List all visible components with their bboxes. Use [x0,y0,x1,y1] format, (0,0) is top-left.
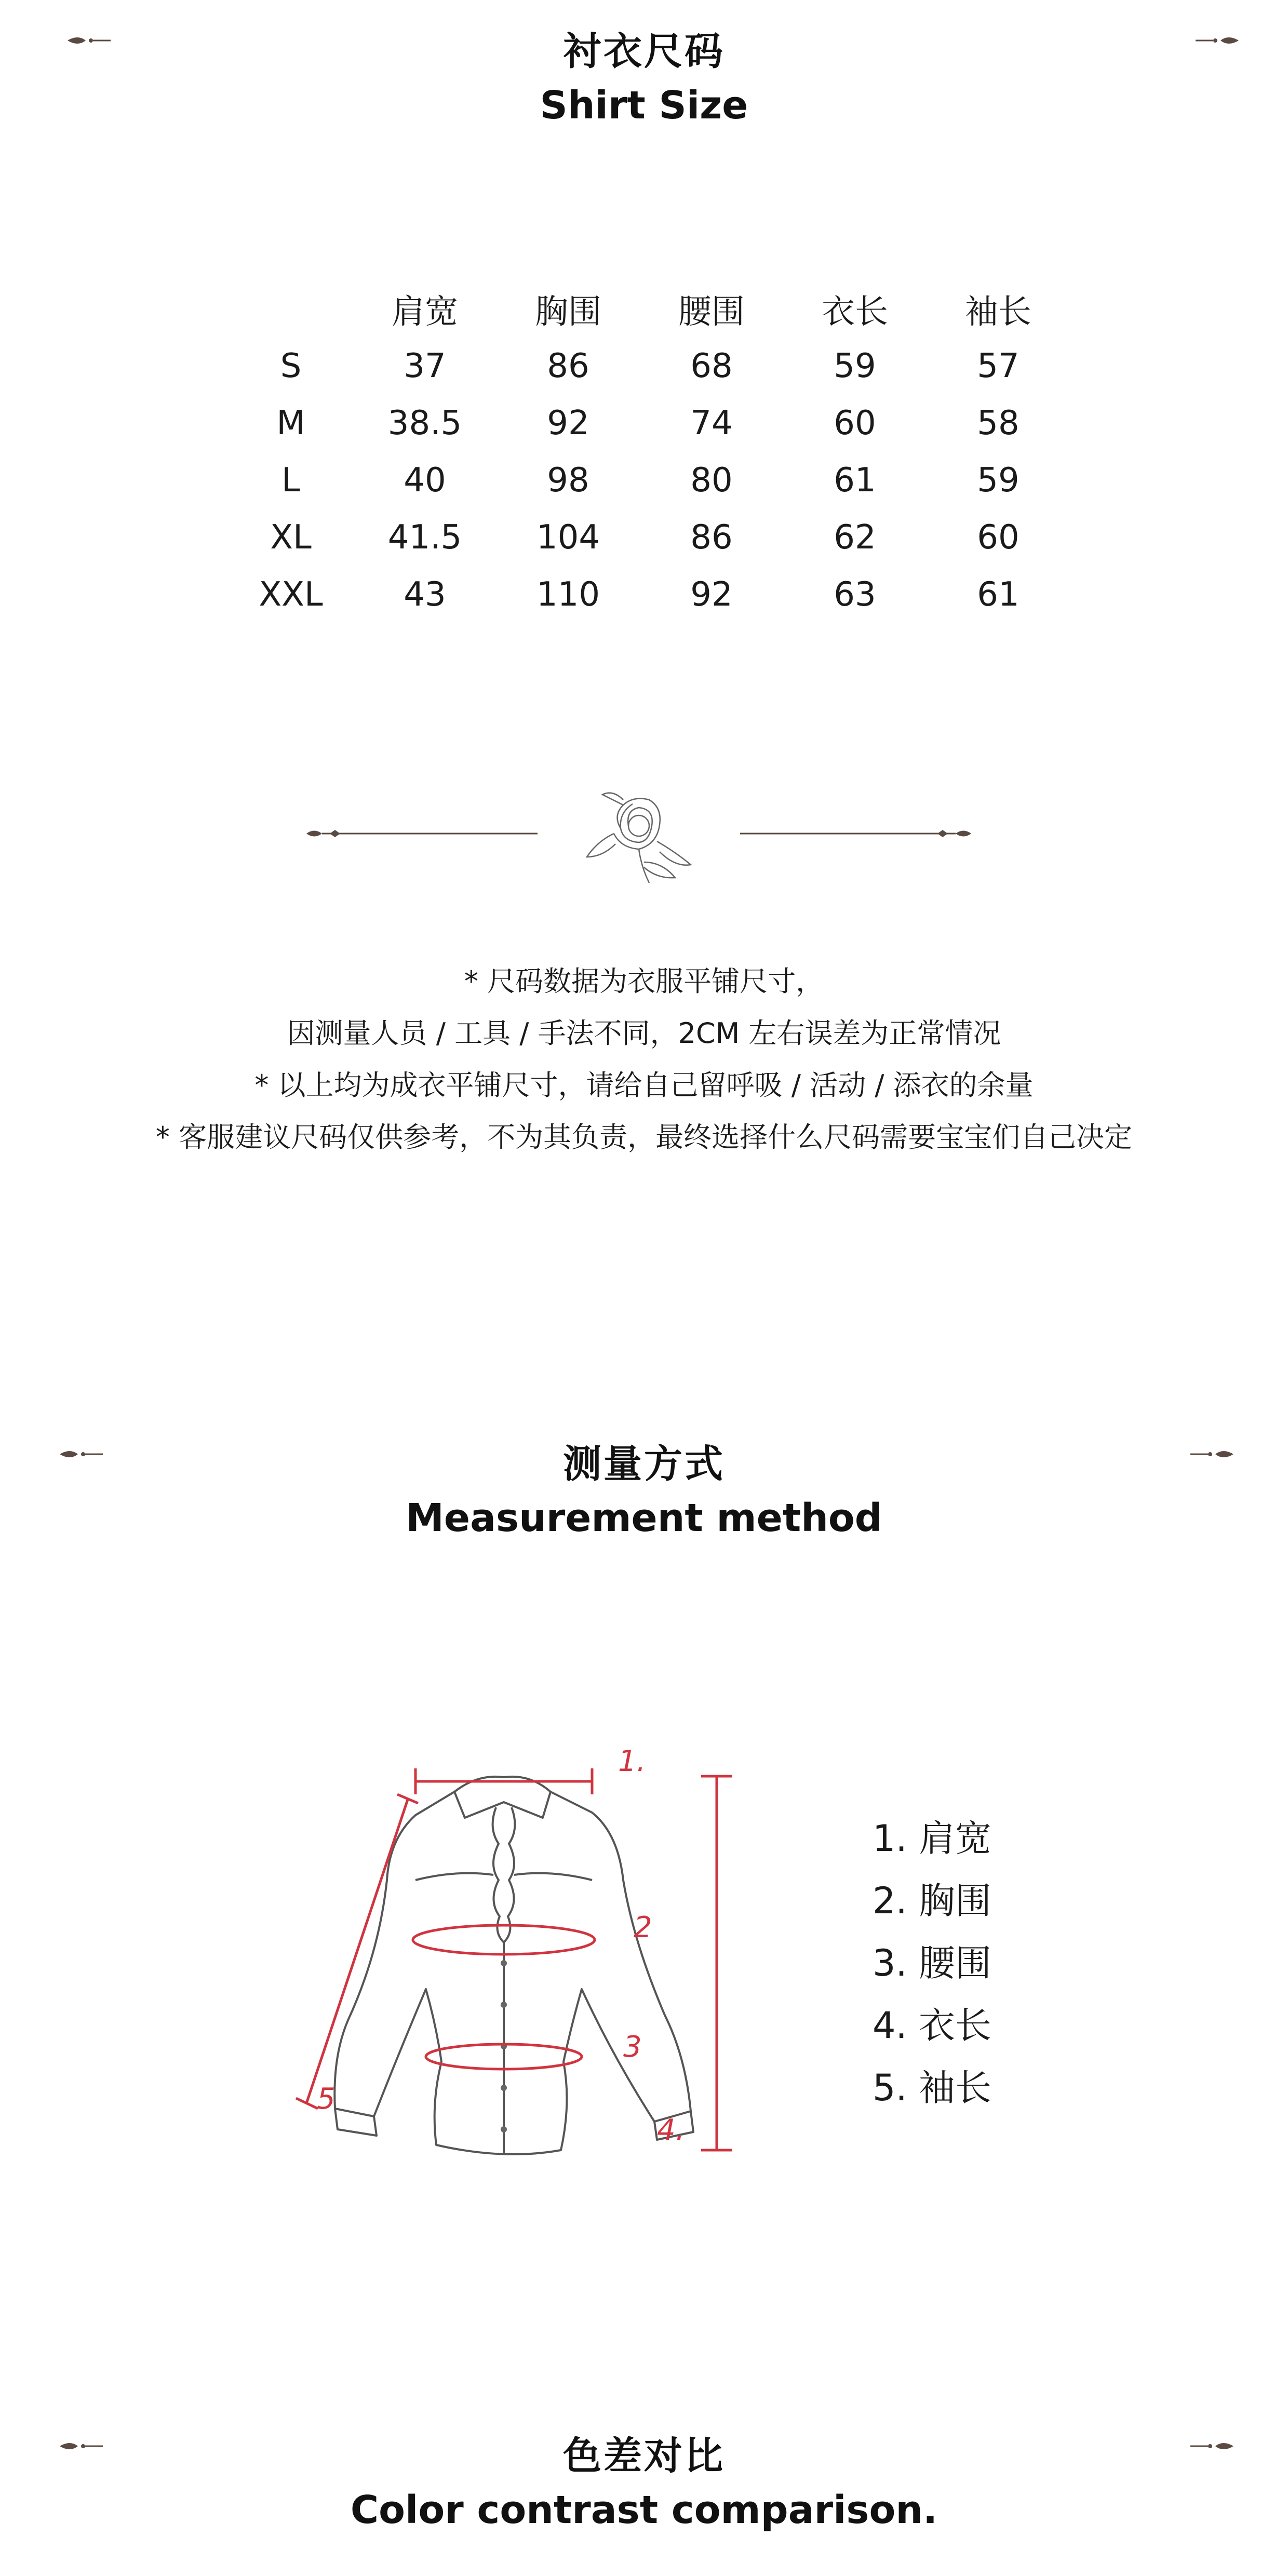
divider-line-right [737,821,976,847]
shirt-measurement-diagram [260,1745,779,2171]
size-table [229,280,1070,623]
measure-title-en: Measurement method [406,1496,882,1540]
table-row [229,566,1070,623]
table-cell: 60 [977,518,1019,557]
size-label: L [281,461,300,500]
table-header-row [229,280,1070,338]
color-title-cn: 色差对比 [563,2434,725,2478]
size-title-en: Shirt Size [540,83,748,128]
table-cell: 40 [404,461,446,500]
table-cell: 104 [536,518,600,557]
table-header-cell: 衣长 [822,293,888,331]
table-row [229,452,1070,509]
size-label: XXL [259,575,323,614]
table-cell: 58 [977,404,1019,442]
table-cell: 92 [547,404,589,442]
shirt-button [501,1960,507,1966]
table-cell: 43 [404,575,446,614]
diagram-label-1: 1. [618,1745,646,1778]
note-line: * 尺码数据为衣服平铺尺寸， [464,965,824,998]
rose-icon [571,784,706,888]
measure-title-cn: 测量方式 [563,1442,725,1486]
size-label: S [280,347,302,385]
table-header-cell: 腰围 [678,293,745,331]
table-cell: 68 [690,347,733,385]
diagram-label-2: 2 [634,1911,652,1944]
shirt-button [501,2126,507,2132]
table-cell: 63 [834,575,876,614]
table-row [229,509,1070,566]
table-header-cell: 肩宽 [392,293,458,331]
table-row [229,395,1070,452]
table-cell: 86 [690,518,733,557]
legend-item: 4. 衣长 [873,2004,992,2047]
shirt-button [501,2002,507,2008]
legend-item: 2. 胸围 [873,1880,992,1922]
table-cell: 98 [547,461,589,500]
size-notes [0,956,1288,1163]
legend-item: 3. 腰围 [873,1942,992,1984]
size-label: XL [270,518,312,557]
note-line: 因测量人员 / 工具 / 手法不同，2CM 左右误差为正常情况 [287,1017,1001,1050]
table-cell: 61 [834,461,876,500]
divider-line-left [301,821,540,847]
size-title-cn: 衬衣尺码 [563,29,725,74]
table-cell: 86 [547,347,589,385]
shirt-ruffle [493,1807,515,1942]
size-label: M [276,404,305,442]
table-header-cell [229,280,353,338]
shirt-body [334,1792,691,2154]
table-cell: 59 [834,347,876,385]
diagram-label-5: 5 [317,2082,336,2116]
color-title-en: Color contrast comparison. [350,2488,938,2532]
table-cell: 61 [977,575,1019,614]
table-cell: 62 [834,518,876,557]
table-cell: 38.5 [387,404,462,442]
diagram-label-3: 3 [623,2030,642,2064]
legend-item: 1. 肩宽 [873,1817,992,1860]
table-header-cell: 胸围 [535,293,601,331]
table-cell: 37 [404,347,446,385]
note-line: * 以上均为成衣平铺尺寸，请给自己留呼吸 / 活动 / 添衣的余量 [254,1069,1034,1102]
table-header-cell: 袖长 [965,293,1031,331]
table-row [229,338,1070,395]
sleeve-line [306,1800,408,2103]
table-cell: 59 [977,461,1019,500]
table-cell: 92 [690,575,733,614]
table-cell: 110 [536,575,600,614]
note-line: * 客服建议尺码仅供参考，不为其负责，最终选择什么尺码需要宝宝们自己决定 [155,1121,1133,1153]
measurement-legend [873,1807,991,2119]
table-cell: 41.5 [387,518,462,557]
table-cell: 74 [690,404,733,442]
table-cell: 60 [834,404,876,442]
shirt-yoke [415,1873,592,1880]
diagram-label-4: 4. [657,2113,685,2147]
shirt-collar [454,1777,551,1818]
shirt-button [501,2085,507,2091]
legend-item: 5. 袖长 [873,2067,992,2109]
table-cell: 80 [690,461,733,500]
table-cell: 57 [977,347,1019,385]
